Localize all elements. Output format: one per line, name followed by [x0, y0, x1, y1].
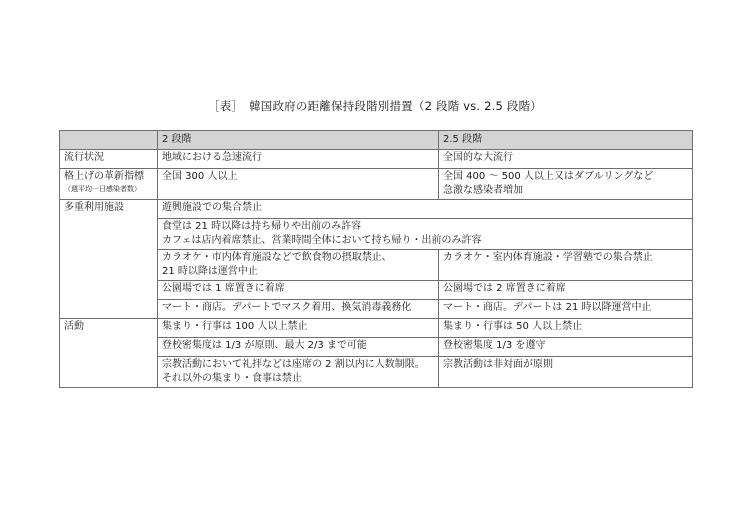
category-trend: 流行状況	[60, 150, 158, 169]
gathering-level-2: 集まり・行事は 100 人以上禁止	[158, 319, 439, 338]
gathering-level-2-5: 集まり・行事は 50 人以上禁止	[439, 319, 693, 338]
karaoke-level-2	[158, 250, 439, 281]
table-row	[60, 150, 693, 169]
trend-level-2-5: 全国的な大流行	[439, 150, 693, 169]
distancing-measures-table	[59, 130, 693, 388]
venue-level-2-5: 公園場では 2 席置きに着席	[439, 281, 693, 300]
karaoke-level-2-5: カラオケ・室内体育施設・学習塾での集合禁止	[439, 250, 693, 281]
venue-level-2: 公園場では 1 席置きに着席	[158, 281, 439, 300]
karaoke-level-2-line2: 21 時以降は運営中止	[162, 266, 258, 277]
header-blank-cell	[60, 131, 158, 150]
school-density-level-2-5: 登校密集度 1/3 を遵守	[439, 338, 693, 357]
category-activities: 活動	[60, 319, 158, 388]
category-criteria	[60, 169, 158, 200]
table-header-row	[60, 131, 693, 150]
facilities-restaurants	[158, 219, 693, 250]
religion-level-2	[158, 357, 439, 388]
table-row	[60, 319, 693, 338]
mart-level-2-5: マート・商店。デパートは 21 時以降運営中止	[439, 300, 693, 319]
trend-level-2: 地域における急速流行	[158, 150, 439, 169]
table-row	[60, 169, 693, 200]
criteria-level-2-5-line2: 急激な感染者増加	[443, 185, 523, 196]
religion-level-2-line1: 宗教活動において礼拝などは座席の 2 割以内に人数制限。	[162, 359, 425, 370]
religion-level-2-line2: それ以外の集まり・食事は禁止	[162, 373, 302, 384]
facilities-restaurants-line1: 食堂は 21 時以降は持ち帰りや出前のみ許容	[162, 221, 362, 232]
category-facilities: 多重利用施設	[60, 200, 158, 319]
facilities-restaurants-line2: カフェは店内着席禁止、営業時間全体において持ち帰り・出前のみ許容	[162, 235, 482, 246]
criteria-level-2-5-line1: 全国 400 ～ 500 人以上又はダブルリングなど	[443, 171, 654, 182]
facilities-nightlife: 遊興施設での集合禁止	[158, 200, 693, 219]
religion-level-2-5: 宗教活動は非対面が原則	[439, 357, 693, 388]
criteria-label: 格上げの革新指標	[64, 171, 144, 182]
karaoke-level-2-line1: カラオケ・市内体育施設などで飲食物の摂取禁止、	[162, 252, 392, 263]
criteria-level-2-5	[439, 169, 693, 200]
table-row	[60, 200, 693, 219]
criteria-level-2: 全国 300 人以上	[158, 169, 439, 200]
mart-level-2: マート・商店。デパートでマスク着用、換気消毒義務化	[158, 300, 439, 319]
header-level-2: 2 段階	[158, 131, 439, 150]
table-caption: ［表］ 韓国政府の距離保持段階別措置（2 段階 vs. 2.5 段階）	[208, 99, 542, 113]
school-density-level-2: 登校密集度は 1/3 が原則、最大 2/3 まで可能	[158, 338, 439, 357]
header-level-2-5: 2.5 段階	[439, 131, 693, 150]
criteria-note: （週平均一日感染者数）	[64, 185, 141, 193]
